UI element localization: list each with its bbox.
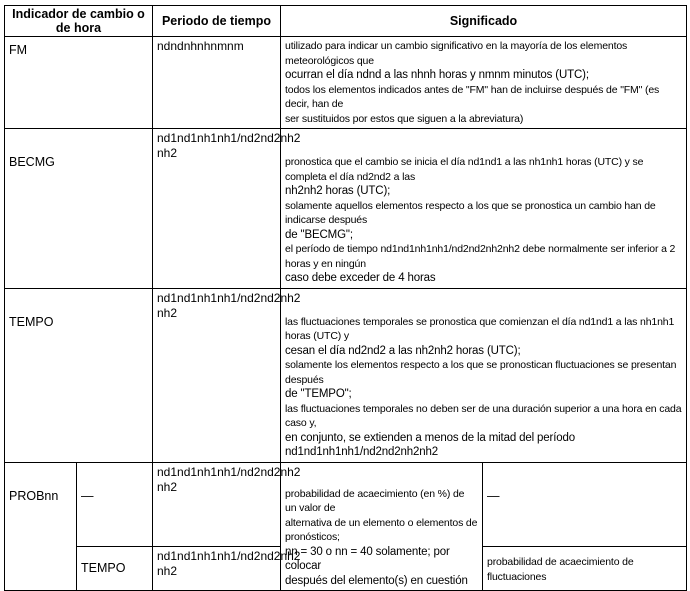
meaning-probnn-tempo: probabilidad de acaecimiento de fluctuaciones bbox=[483, 546, 687, 590]
meaning-line: en conjunto, se extienden a menos de la mitad del período nd1nd1nh1nh1/nd2nd2nh2nh2 bbox=[285, 431, 576, 458]
meaning-line: de "TEMPO"; bbox=[285, 388, 352, 400]
header-meaning: Significado bbox=[281, 6, 687, 37]
header-period: Periodo de tiempo bbox=[153, 6, 281, 37]
meaning-line: solamente aquellos elementos respecto a los que se pronostica un cambio han de indicarse después bbox=[285, 199, 656, 226]
header-row bbox=[5, 6, 687, 37]
period-probnn-tempo bbox=[153, 546, 301, 590]
meaning-fm bbox=[281, 37, 687, 129]
meaning-probnn bbox=[281, 462, 483, 591]
meaning-line: pronostica que el cambio se inicia el día nd1nd1 a las nh1nh1 horas (UTC) y se completa el día nd2nd2 a las bbox=[285, 156, 644, 183]
meaning-line: solamente los elementos respecto a los que se pronostican fluctuaciones se presentan después bbox=[285, 359, 677, 386]
meaning-line: las fluctuaciones temporales se pronostica que comienzan el día nd1nd1 a las nh1nh1 horas (UTC) y bbox=[285, 315, 675, 342]
period-line: nd1nd1nh1nh1/nd2nd2nh2 bbox=[157, 290, 301, 305]
table-row bbox=[5, 462, 687, 546]
meaning-line: pronósticos; bbox=[285, 531, 340, 543]
period-line: nh2 bbox=[157, 563, 178, 578]
meaning-line: caso debe exceder de 4 horas bbox=[285, 272, 436, 284]
meaning-line: las fluctuaciones temporales no deben ser de una duración superior a una hora en cada caso y, bbox=[285, 402, 682, 429]
period-line: nh2 bbox=[157, 479, 178, 494]
table-row bbox=[5, 37, 687, 129]
meaning-line: de "BECMG"; bbox=[285, 228, 353, 241]
meaning-line: todos los elementos indicados antes de "FM" han de incluirse después de "FM" (es decir, han de bbox=[285, 83, 660, 110]
meaning-line: alternativa de un elemento o elementos de bbox=[285, 516, 478, 529]
meaning-line: nh2nh2 horas (UTC); bbox=[285, 185, 391, 197]
meaning-line: el período de tiempo nd1nd1nh1nh1/nd2nd2nh2nh2 debe normalmente ser inferior a 2 horas y en ningún bbox=[285, 243, 676, 270]
meaning-tempo bbox=[281, 288, 687, 462]
meaning-line: probabilidad de acaecimiento (en %) de un valor de bbox=[285, 487, 465, 514]
period-probnn bbox=[153, 462, 301, 546]
period-fm: ndndnhnhnmnm bbox=[153, 37, 281, 129]
meaning-line: ser sustituidos por estos que siguen a la abreviatura) bbox=[285, 112, 524, 125]
sub-indicator-dash: — bbox=[77, 462, 153, 546]
meaning-line: después del elemento(s) en cuestión bbox=[285, 574, 468, 587]
meaning-probnn-dash: — bbox=[483, 462, 687, 546]
period-line: nh2 bbox=[157, 146, 178, 160]
indicator-tempo: TEMPO bbox=[5, 288, 153, 462]
meaning-line: utilizado para indicar un cambio significativo en la mayoría de los elementos meteorológicos que bbox=[285, 40, 628, 67]
period-becmg bbox=[153, 129, 301, 289]
meaning-line: ocurran el día ndnd a las nhnh horas y nmnm minutos (UTC); bbox=[285, 69, 589, 81]
table-row bbox=[5, 288, 687, 462]
indicator-fm: FM bbox=[5, 37, 153, 129]
indicator-probnn: PROBnn bbox=[5, 462, 77, 591]
sub-indicator-tempo: TEMPO bbox=[77, 546, 153, 590]
period-line: nd1nd1nh1nh1/nd2nd2nh2 bbox=[157, 548, 301, 563]
period-line: nd1nd1nh1nh1/nd2nd2nh2 bbox=[157, 464, 301, 479]
time-change-indicators-table bbox=[4, 5, 687, 591]
meaning-line: cesan el día nd2nd2 a las nh2nh2 horas (UTC); bbox=[285, 344, 521, 357]
header-indicator: Indicador de cambio o de hora bbox=[5, 6, 153, 37]
period-line: nd1nd1nh1nh1/nd2nd2nh2 bbox=[157, 131, 301, 145]
period-line: nh2 bbox=[157, 305, 178, 320]
table-row bbox=[5, 129, 687, 289]
meaning-line: nn = 30 o nn = 40 solamente; por colocar bbox=[285, 545, 450, 572]
period-tempo bbox=[153, 288, 301, 462]
meaning-becmg bbox=[281, 129, 687, 289]
indicator-becmg: BECMG bbox=[5, 129, 153, 289]
